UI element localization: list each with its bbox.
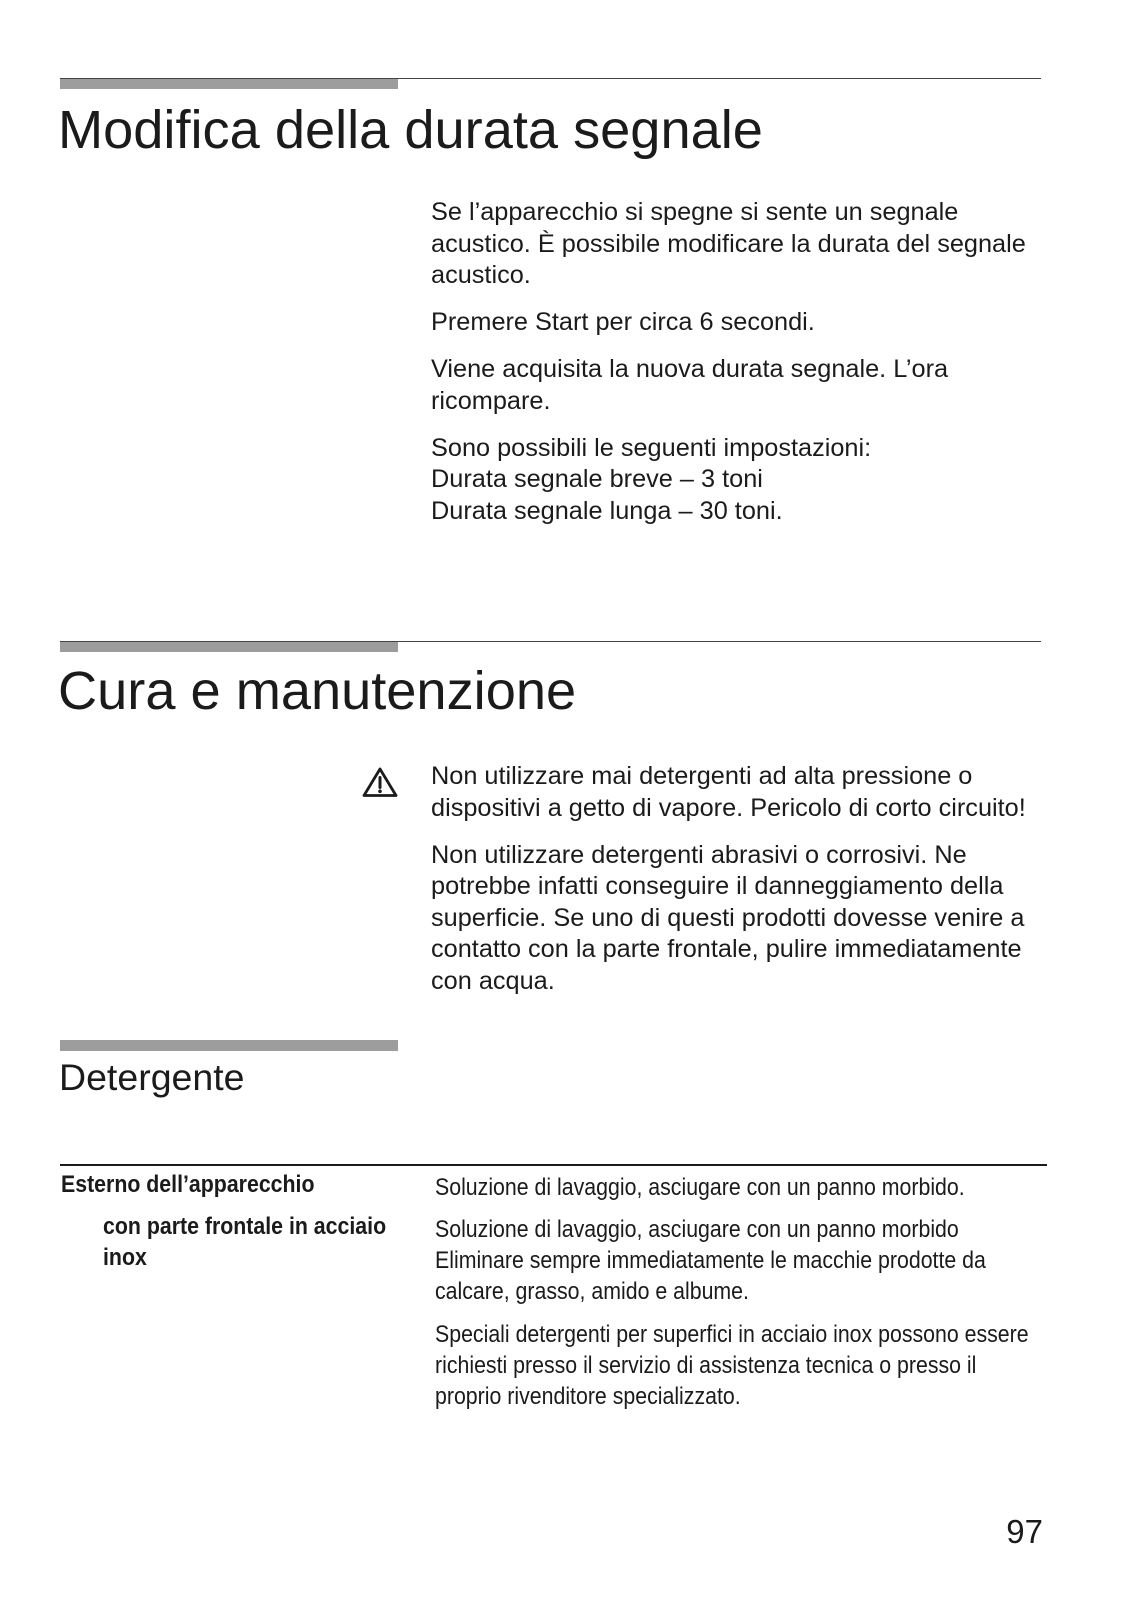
section-title-signal-duration: Modifica della durata segnale	[58, 100, 763, 160]
text-line: Durata segnale breve – 3 toni	[431, 465, 763, 493]
paragraph	[431, 433, 1091, 528]
paragraph	[435, 1214, 1029, 1307]
text-line: superficie. Se uno di questi prodotti dovesse venire a	[431, 903, 1025, 932]
text-line: Soluzione di lavaggio, asciugare con un panno morbido.	[435, 1174, 965, 1201]
text-line: Premere Start per circa 6 secondi.	[431, 308, 815, 336]
text-line: calcare, grasso, amido e albume.	[435, 1278, 749, 1305]
warning-triangle-icon	[362, 766, 398, 798]
section-rule-bar	[60, 641, 398, 652]
paragraph	[431, 307, 1091, 339]
text-line: Non utilizzare detergenti abrasivi o corrosivi. Ne	[431, 840, 967, 869]
text-line: acustico.	[431, 261, 531, 289]
subsection-title-detergent: Detergente	[59, 1056, 245, 1098]
table-row-label	[61, 1169, 314, 1200]
text-line: Non utilizzare mai detergenti ad alta pressione o	[431, 762, 973, 790]
section-rule-line	[60, 78, 1041, 80]
paragraph	[431, 761, 1091, 824]
text-line: con acqua.	[431, 966, 555, 995]
text-line: inox	[103, 1244, 147, 1271]
signal-duration-text	[431, 197, 1091, 543]
text-line: Eliminare sempre immediatamente le macchie prodotte da	[435, 1247, 986, 1274]
text-line: con parte frontale in acciaio	[103, 1213, 387, 1240]
paragraph	[431, 197, 1091, 292]
table-row-label	[103, 1211, 386, 1273]
text-line: potrebbe infatti conseguire il danneggiamento della	[431, 872, 1004, 900]
care-warning-text	[431, 761, 1091, 1013]
text-line: Speciali detergenti per superfici in acciaio inox possono essere	[435, 1321, 1029, 1348]
text-line: Se l’apparecchio si spegne si sente un segnale	[431, 198, 959, 226]
text-line: Viene acquisita la nuova durata segnale. L’ora	[431, 355, 949, 383]
text-line: Sono possibili le seguenti impostazioni:	[431, 433, 872, 462]
section-title-care: Cura e manutenzione	[58, 661, 577, 721]
table-row-text	[435, 1214, 1029, 1424]
text-line: contatto con la parte frontale, pulire immediatamente	[431, 935, 1022, 963]
section-rule-line	[60, 641, 1041, 643]
paragraph	[431, 840, 1091, 998]
paragraph	[435, 1172, 965, 1203]
table-top-rule	[60, 1164, 1047, 1166]
table-row-text	[435, 1172, 965, 1215]
section-rule-bar	[60, 78, 398, 89]
text-line: dispositivi a getto di vapore. Pericolo di corto circuito!	[431, 793, 1026, 822]
text-line: Esterno dell’apparecchio	[61, 1171, 315, 1198]
page-number: 97	[1006, 1513, 1043, 1550]
text-line: Durata segnale lunga – 30 toni.	[431, 496, 783, 525]
text-line: ricompare.	[431, 386, 551, 415]
text-line: proprio rivenditore specializzato.	[435, 1383, 741, 1410]
paragraph	[431, 354, 1091, 417]
text-line: Soluzione di lavaggio, asciugare con un panno morbido	[435, 1216, 959, 1243]
text-line: acustico. È possibile modificare la durata del segnale	[431, 229, 1026, 258]
subsection-rule-bar	[60, 1040, 398, 1051]
paragraph	[435, 1319, 1029, 1412]
text-line: richiesti presso il servizio di assistenza tecnica o presso il	[435, 1352, 977, 1379]
